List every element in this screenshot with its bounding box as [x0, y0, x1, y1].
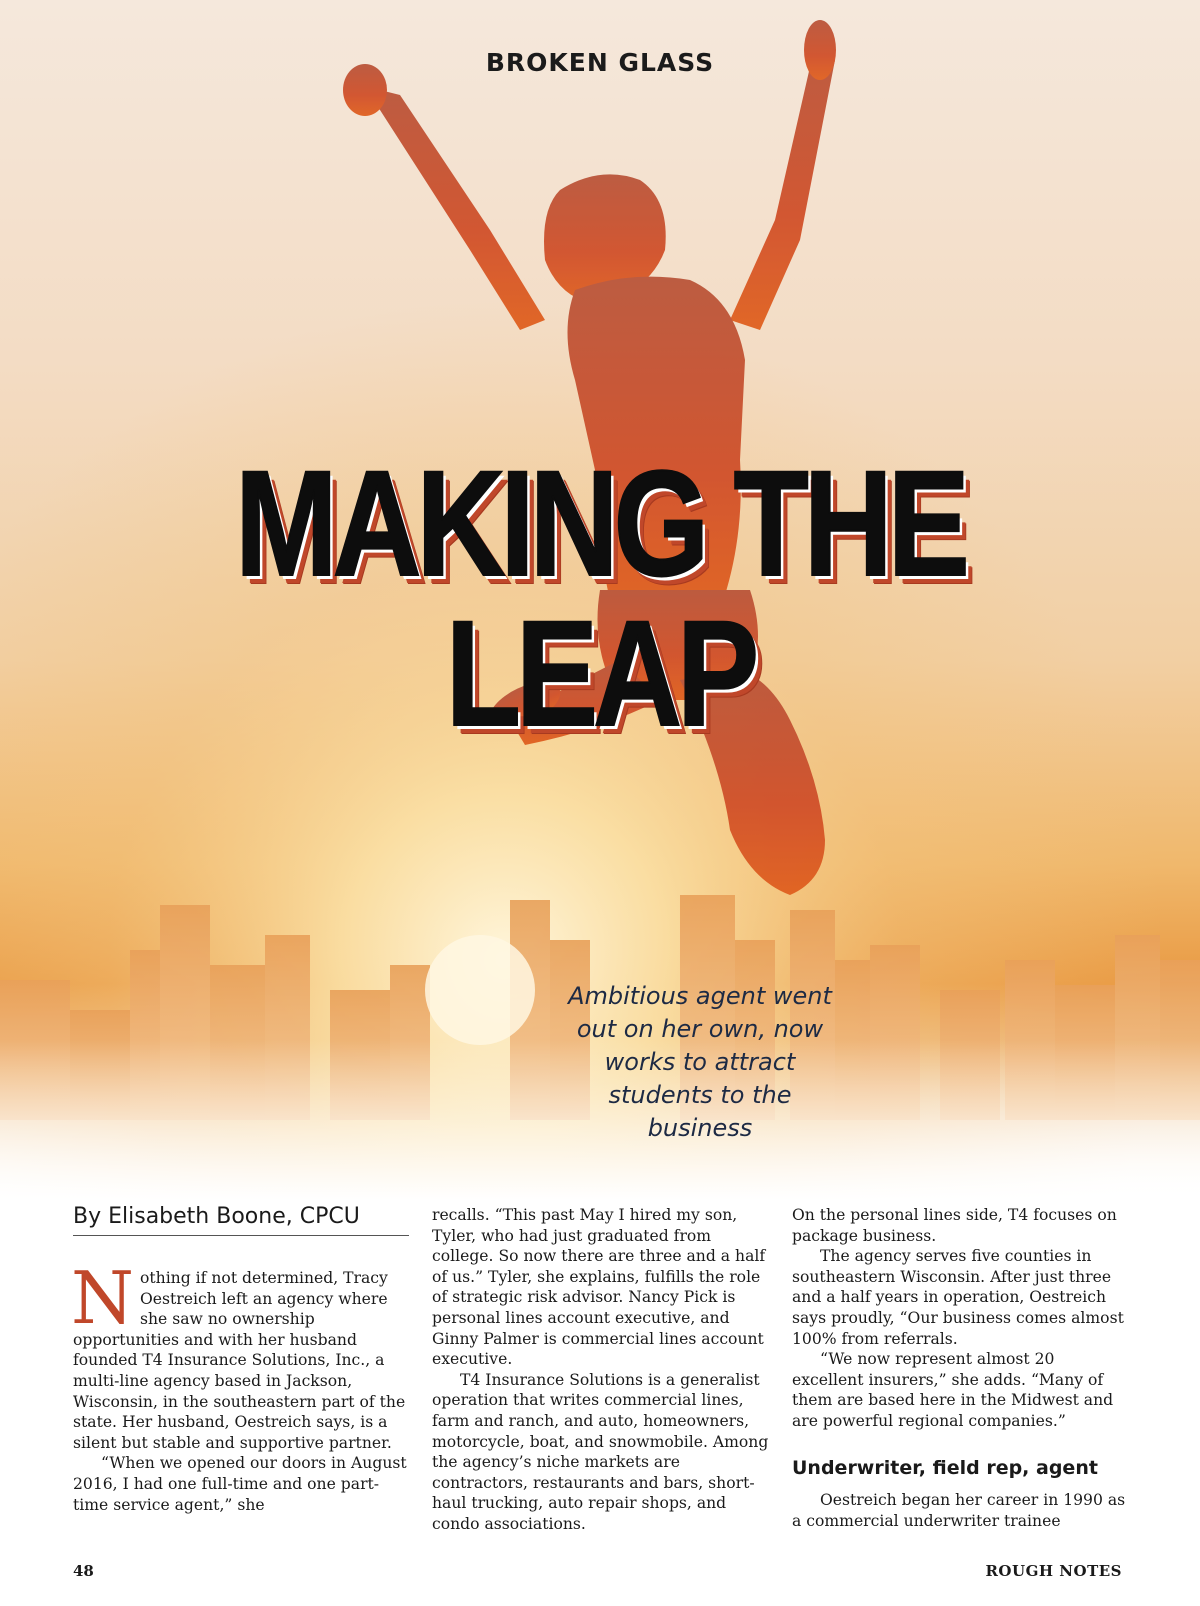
article-column-3	[792, 1205, 1128, 1531]
headline: MAKING THE LEAP	[235, 439, 965, 757]
paragraph: The agency serves five counties in southeastern Wisconsin. After just three and a half years in operation, Oestreich says proudly, “Our business comes almost 100% from referrals.	[792, 1247, 1124, 1348]
drop-cap: N	[71, 1256, 134, 1340]
page-number: 48	[73, 1562, 94, 1580]
deck-subtitle: Ambitious agent went out on her own, now works to attract students to the business	[568, 982, 832, 1142]
section-kicker: BROKEN GLASS	[485, 48, 715, 77]
paragraph: “We now represent almost 20 excellent insurers,” she adds. “Many of them are based here in the Midwest and are powerful regional companies.”	[792, 1350, 1114, 1430]
article-column-1	[71, 1256, 409, 1515]
section-subhead: Underwriter, field rep, agent	[792, 1456, 1098, 1479]
sun-icon	[425, 935, 535, 1045]
paragraph-text: othing if not determined, Tracy Oestreich left an agency where she saw no ownership opportunities and with her husband founded T4 Insurance Solutions, Inc., a multi-line agency based in Jackson, Wisconsin, in the southeastern part of the state. Her husband, Oestreich says, is a silent but stable and supportive partner.	[73, 1269, 406, 1452]
paragraph: On the personal lines side, T4 focuses on package business.	[792, 1206, 1117, 1245]
paragraph: “When we opened our doors in August 2016, I had one full-time and one part-time service agent,” she	[73, 1454, 407, 1514]
article-column-2	[432, 1205, 770, 1535]
paragraph	[71, 1256, 409, 1453]
paragraph: recalls. “This past May I hired my son, Tyler, who had just graduated from college. So now there are three and a half of us.” Tyler, she explains, fulfills the role of strategic risk advisor. Nancy Pick is personal lines account executive, and Ginny Palmer is commercial lines account executive.	[432, 1206, 766, 1369]
paragraph: T4 Insurance Solutions is a generalist operation that writes commercial lines, farm and ranch, and auto, homeowners, motorcycle, boat, and snowmobile. Among the agency’s niche markets are contractors, restaurants and bars, short-haul trucking, auto repair shops, and condo associations.	[432, 1370, 769, 1533]
byline: By Elisabeth Boone, CPCU	[73, 1204, 409, 1236]
publication-name: ROUGH NOTES	[985, 1562, 1122, 1580]
paragraph: Oestreich began her career in 1990 as a commercial underwriter trainee	[792, 1491, 1126, 1530]
